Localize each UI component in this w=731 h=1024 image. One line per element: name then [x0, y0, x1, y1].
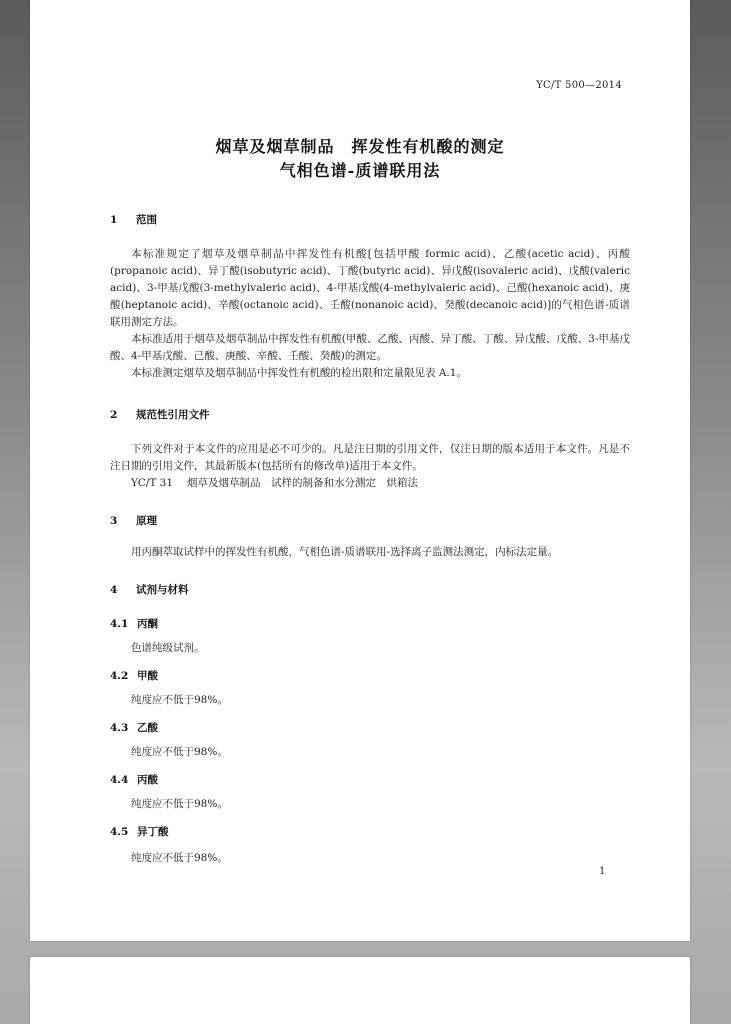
page-number: 1 [599, 866, 606, 877]
standard-code: YC/T 500—2014 [536, 80, 622, 91]
section-number: 1 [110, 214, 118, 226]
subsection-heading: 4.2 甲酸 [110, 670, 158, 682]
section-title: 原理 [136, 515, 157, 527]
document-page [30, 0, 690, 941]
section-number: 2 [110, 409, 118, 421]
reference-code: YC/T 31 [131, 477, 174, 489]
subsection-text: 纯度应不低于98%。 [131, 746, 228, 758]
subsection-text: 纯度应不低于98%。 [131, 694, 228, 706]
section-heading-reagents [110, 582, 189, 597]
principle-body [110, 544, 630, 561]
next-page [30, 957, 690, 1024]
doc-title-line1: 烟草及烟草制品 挥发性有机酸的测定 [215, 137, 505, 156]
section-title: 规范性引用文件 [136, 409, 210, 421]
doc-title-line2: 气相色谱-质谱联用法 [279, 161, 441, 180]
section-heading-scope [110, 212, 157, 227]
subsection-text: 色谱纯级试剂。 [131, 642, 205, 654]
section-number: 3 [110, 515, 118, 527]
subsection-text: 纯度应不低于98%。 [131, 798, 228, 810]
subsection-text: 纯度应不低于98%。 [131, 852, 228, 864]
paragraph: 本标准规定了烟草及烟草制品中挥发性有机酸[包括甲酸 formic acid)、乙酸(acetic acid)、丙酸(propanoic acid)、异丁酸(isobutyric acid)、丁酸(butyric acid)、异戊酸(isovaleric acid)、戊酸(valeric acid)、3-甲基戊酸(3-methylvaleric acid)、4-甲基戊酸(4-methylvaleric acid)、己酸(hexanoic acid)、庚酸(heptanoic acid)、辛酸(octanoic acid)、壬酸(nonanoic acid)、癸酸(decanoic acid)]的气相色谱-质谱联用测定方法。 [110, 248, 630, 328]
paragraph: 下列文件对于本文件的应用是必不可少的。凡是注日期的引用文件，仅注日期的版本适用于本文件。凡是不注日期的引用文件，其最新版本(包括所有的修改单)适用于本文件。 [110, 443, 630, 472]
subsection-heading: 4.4 丙酸 [110, 774, 158, 786]
subsection-heading: 4.5 异丁酸 [110, 826, 169, 838]
scope-body [110, 246, 630, 382]
section-number: 4 [110, 584, 118, 596]
reference-title: 烟草及烟草制品 试样的制备和水分测定 烘箱法 [187, 477, 419, 489]
section-heading-normative-references [110, 407, 210, 422]
section-title: 范围 [136, 214, 157, 226]
references-body [110, 441, 630, 492]
subsection-heading: 4.1 丙酮 [110, 618, 158, 630]
reference-entry [110, 475, 630, 492]
paragraph: 本标准测定烟草及烟草制品中挥发性有机酸的检出限和定量限见表 A.1。 [131, 367, 467, 379]
paragraph: 本标准适用于烟草及烟草制品中挥发性有机酸(甲酸、乙酸、丙酸、异丁酸、丁酸、异戊酸、戊酸、3-甲基戊酸、4-甲基戊酸、己酸、庚酸、辛酸、壬酸、癸酸)的测定。 [110, 333, 630, 362]
subsection-heading: 4.3 乙酸 [110, 722, 158, 734]
paragraph: 用丙酮萃取试样中的挥发性有机酸，气相色谱-质谱联用-选择离子监测法测定，内标法定量。 [131, 546, 559, 558]
section-title: 试剂与材料 [136, 584, 189, 596]
section-heading-principle [110, 513, 157, 528]
